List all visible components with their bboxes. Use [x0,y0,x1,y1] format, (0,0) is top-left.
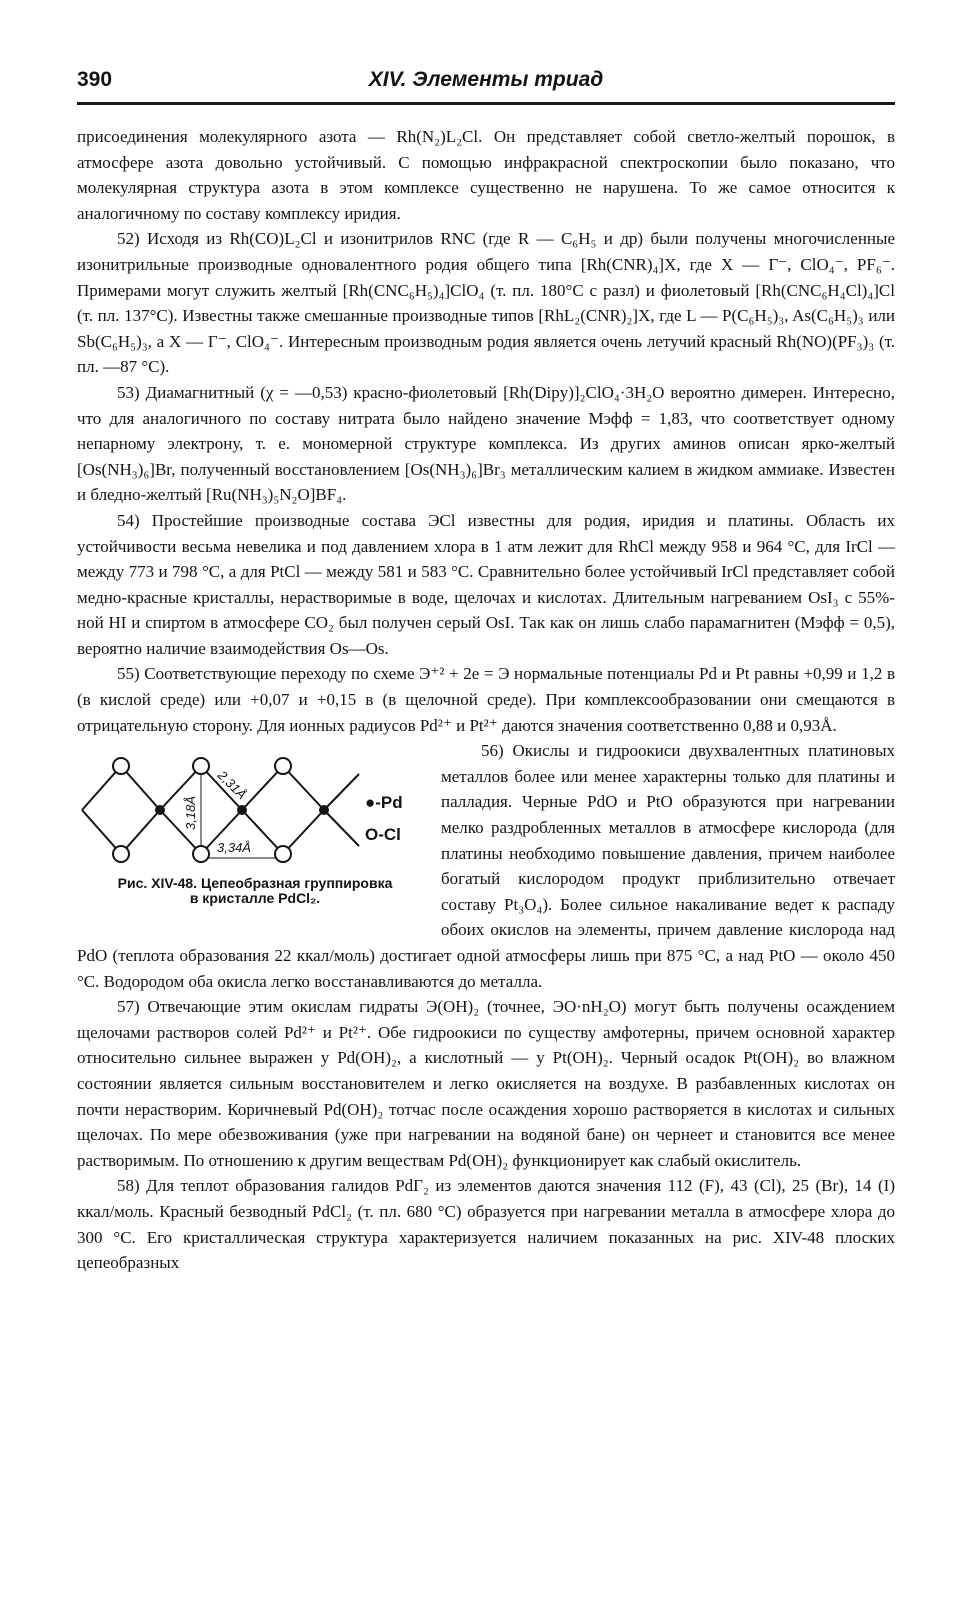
paragraph-52: 52) Исходя из Rh(CO)L₂Cl и изонитрилов RNC (где R — C₆H₅ и др) были получены многочисленные изонитрильные производные одновалентного родия общего типа [Rh(CNR)₄]X, где X — Г⁻, ClO₄⁻, PF₆⁻. Примерами могут служить желтый [Rh(CNC₆H₅)₄]ClO₄ (т. пл. 180°C с разл) и фиолетовый [Rh(CNC₆H₄Cl)₄]Cl (т. пл. 137°C). Известны также смешанные производные типов [RhL₂(CNR)₂]X, где L — P(C₆H₅)₃, As(C₆H₅)₃ или Sb(C₆H₅)₃, а X — Г⁻, ClO₄⁻. Интересным производным родия является очень летучий красный Rh(NO)(PF₃)₃ (т. пл. —87 °C). [77,229,895,377]
figure-caption-line-2: в кристалле PdCl₂. [189,890,321,907]
legend-pd: ●-Pd [365,793,403,813]
paragraph-continuation: присоединения молекулярного азота — Rh(N₂)L₂Cl. Он представляет собой светло-желтый порошок, в атмосфере азота довольно устойчивый. С помощью инфракрасной спектроскопии было показано, что молекулярная структура азота в этом комплексе существенно не нарушена. То же самое относится к аналогичному по составу комплексу иридия. [77,127,895,223]
paragraph-56: 56) Окислы и гидроокиси двухвалентных платиновых металлов более или менее характерны только для платины и палладия. Черные PdO и PtO образуются при нагревании мелко раздробленных металлов в атмосфере кислорода (для платины необходимо повышение давления, причем наиболее богатый кислородом продукт приблизительно отвечает составу Pt₃O₄). Более сильное накаливание ведет к распаду обоих окислов на элементы, причем давление кислорода над PdO (теплота образования 22 ккал/моль) достигает одной атмосферы лишь при 875 °C, а над PtO — около 450 °C. Водородом оба окисла легко восстанавливаются до металла. [77,741,895,991]
figure-pdcl2-chain [77,738,433,926]
pd-atom [319,805,329,815]
paragraph-55: 55) Соответствующие переходу по схеме Э⁺² + 2e = Э нормальные потенциалы Pd и Pt равны +0,99 и 1,2 в (в кислой среде) или +0,07 и +0,15 в (в щелочной среде). При комплексообразовании они смещаются в отрицательную сторону. Для ионных радиусов Pd²⁺ и Pt²⁺ даются значения соответственно 0,88 и 0,93Å. [77,664,895,735]
cl-atom [275,846,291,862]
dim-label-2: 3,18Å [183,796,198,831]
cl-atom [275,758,291,774]
legend-cl: O-Cl [365,825,401,845]
body-text [77,124,895,1276]
pd-atom [237,805,247,815]
running-title: XIV. Элементы триад [368,68,604,91]
cl-atom [193,758,209,774]
cl-atom [113,846,129,862]
dim-label-1: 2,31Å [214,767,250,803]
figure-caption-line-1: Рис. XIV-48. Цепеобразная группировка [117,875,393,892]
paragraph-57: 57) Отвечающие этим окислам гидраты Э(OH)₂ (точнее, ЭO·nH₂O) могут быть получены осаждением щелочами растворов солей Pd²⁺ и Pt²⁺. Обе гидроокиси по существу амфотерны, причем основной характер относительно сильнее выражен у Pd(OH)₂, а кислотный — у Pt(OH)₂. Черный осадок Pt(OH)₂ во влажном состоянии является сильным восстановителем и легко окисляется на воздухе. В разбавленных кислотах он почти нерастворим. Коричневый Pd(OH)₂ тотчас после осаждения хорошо растворяется в кислотах и сильных щелочах. По мере обезвоживания (уже при нагревании на водяной бане) он чернеет и становится все менее растворимым. По отношению к другим веществам Pd(OH)₂ функционирует как слабый окислитель. [77,997,895,1170]
page-number: 390 [77,68,113,91]
page-header [77,68,895,105]
figure-caption [77,876,433,906]
cl-atom [193,846,209,862]
paragraph-54: 54) Простейшие производные состава ЭCl известны для родия, иридия и платины. Область их устойчивости весьма невелика и под давлением хлора в 1 атм лежит для RhCl между 958 и 964 °C, для IrCl — между 773 и 798 °C, а для PtCl — между 581 и 583 °C. Сравнительно более устойчивый IrCl представляет собой медно-красные кристаллы, нерастворимые в воде, щелочах и кислотах. Длительным нагреванием OsI₃ с 55%-ной HI и спиртом в атмосфере CO₂ был получен серый OsI. Так как он лишь слабо парамагнитен (Mэфф = 0,5), вероятно наличие взаимодействия Os—Os. [77,510,895,658]
paragraph-56-block [77,738,895,994]
paragraph-53: 53) Диамагнитный (χ = —0,53) красно-фиолетовый [Rh(Dipy)]₂ClO₄·3H₂O вероятно димерен. Интересно, что для аналогичного по составу нитрата было найдено значение Mэфф = 1,83, что соответствует одному непарному электрону, т. е. мономерной структуре комплекса. Из других аминов описан ярко-желтый [Os(NH₃)₆]Br, полученный восстановлением [Os(NH₃)₆]Br₃ металлическим калием в жидком аммиаке. Известен и бледно-желтый [Ru(NH₃)₅N₂O]BF₄. [77,382,895,505]
paragraph-58: 58) Для теплот образования галидов PdГ₂ из элементов даются значения 112 (F), 43 (Cl), 25 (Br), 14 (I) ккал/моль. Красный безводный PdCl₂ (т. пл. 680 °C) образуется при нагревании металла в атмосфере хлора до 300 °C. Его кристаллическая структура характеризуется наличием показанных на рис. XIV-48 плоских цепеобразных [77,1176,895,1273]
cl-atom [113,758,129,774]
pd-atom [155,805,165,815]
dim-label-3: 3,34Å [217,840,251,856]
